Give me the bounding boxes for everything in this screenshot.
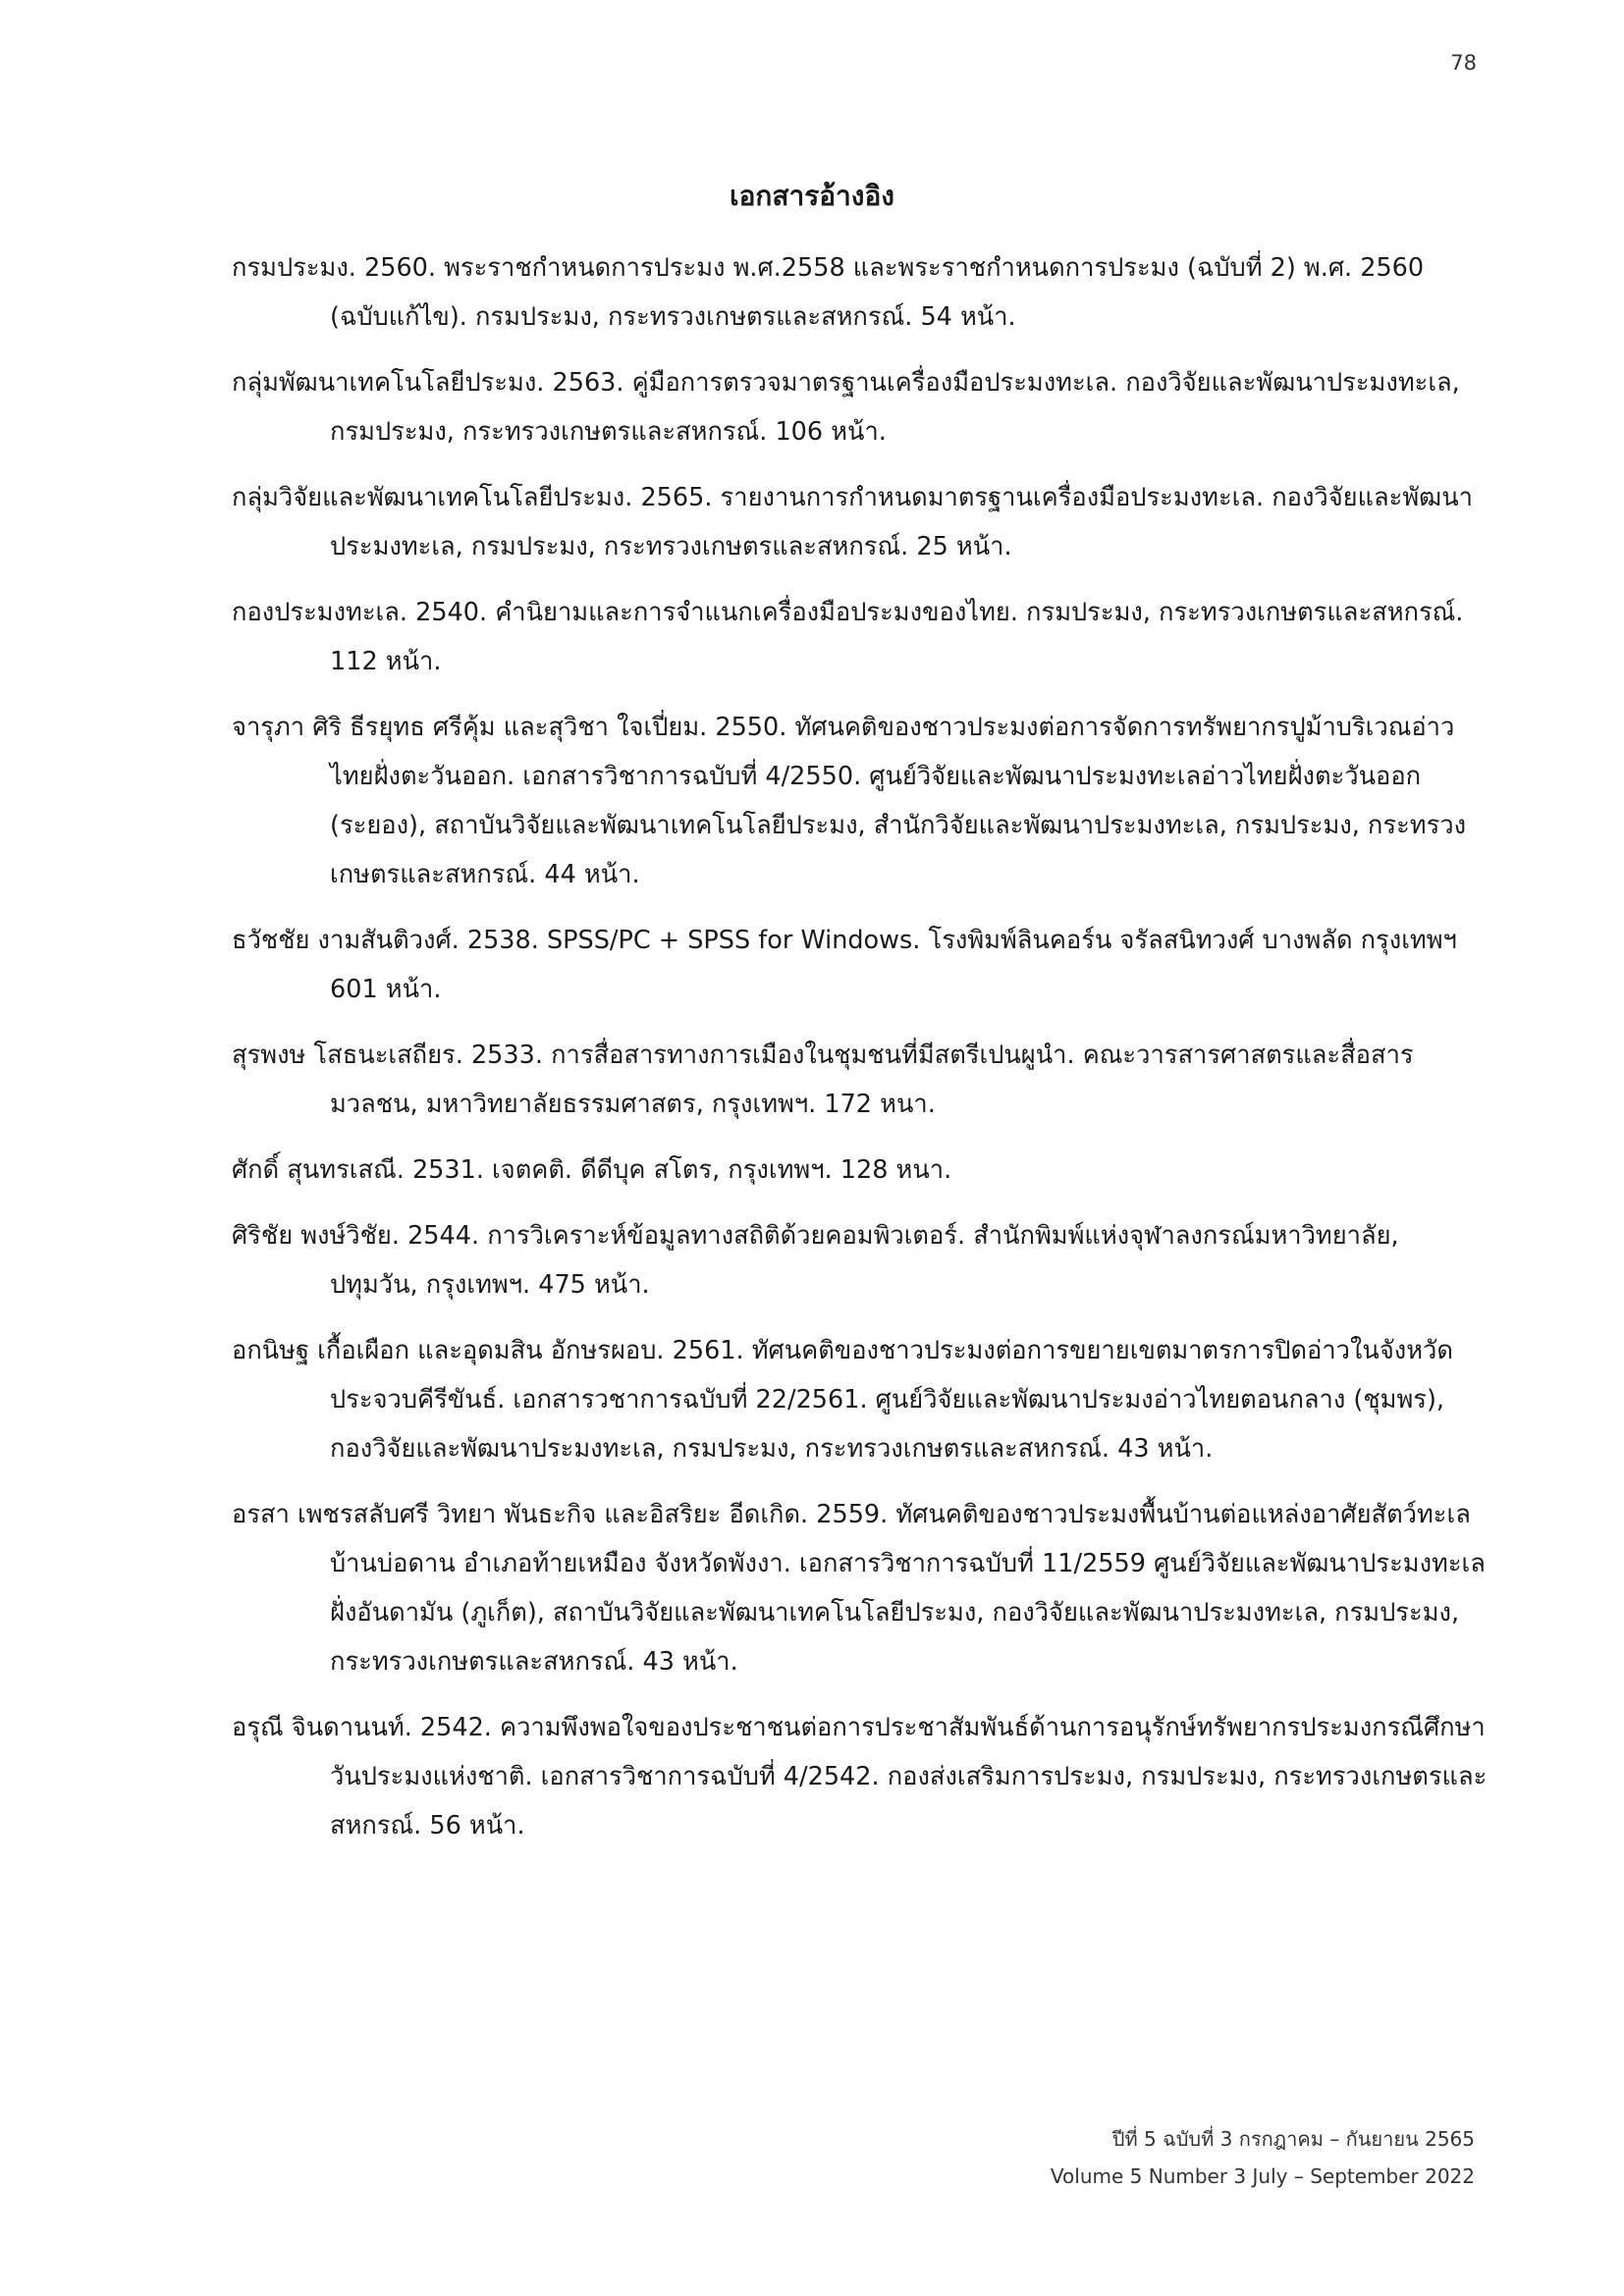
reference-list (232, 243, 1489, 1867)
reference-item: ศิริชัย พงษ์วิชัย. 2544. การวิเคราะห์ข้อมูลทางสถิติด้วยคอมพิวเตอร์. สำนักพิมพ์แห่งจุฬาลงกรณ์มหาวิทยาลัย, ปทุมวัน, กรุงเทพฯ. 475 หน้า. (232, 1221, 1399, 1300)
reference-item: จารุภา ศิริ ธีรยุทธ ศรีคุ้ม และสุวิชา ใจเปี่ยม. 2550. ทัศนคติของชาวประมงต่อการจัดการทรัพยากรปูม้าบริเวณอ่าวไทยฝั่งตะวันออก. เอกสารวิชาการฉบับที่ 4/2550. ศูนย์วิจัยและพัฒนาประมงทะเลอ่าวไทยฝั่งตะวันออก (ระยอง), สถาบันวิจัยและพัฒนาเทคโนโลยีประมง, สำนักวิจัยและพัฒนาประมงทะเล, กรมประมง, กระทรวงเกษตรและสหกรณ์. 44 หน้า. (232, 713, 1467, 889)
reference-item: กองประมงทะเล. 2540. คำนิยามและการจำแนกเครื่องมือประมงของไทย. กรมประมง, กระทรวงเกษตรและสหกรณ์. 112 หน้า. (232, 598, 1464, 676)
reference-item: ธวัชชัย งามสันติวงศ์. 2538. SPSS/PC + SPSS for Windows. โรงพิมพ์ลินคอร์น จรัลสนิทวงศ์ บางพลัด กรุงเทพฯ 601 หน้า. (232, 926, 1457, 1004)
journal-footer (1051, 2120, 1475, 2195)
section-title: เอกสารอ้างอิง (730, 180, 894, 212)
reference-item: อรสา เพชรสลับศรี วิทยา พันธะกิจ และอิสริยะ อีดเกิด. 2559. ทัศนคติของชาวประมงพื้นบ้านต่อแหล่งอาศัยสัตว์ทะเลบ้านบ่อดาน อำเภอท้ายเหมือง จังหวัดพังงา. เอกสารวิชาการฉบับที่ 11/2559 ศูนย์วิจัยและพัฒนาประมงทะเลฝั่งอันดามัน (ภูเก็ต), สถาบันวิจัยและพัฒนาเทคโนโลยีประมง, กองวิจัยและพัฒนาประมงทะเล, กรมประมง, กระทรวงเกษตรและสหกรณ์. 43 หน้า. (232, 1500, 1486, 1677)
footer-thai-issue: ปีที่ 5 ฉบับที่ 3 กรกฎาคม – กันยายน 2565 (1111, 2127, 1475, 2151)
reference-item: ศักดิ์ สุนทรเสณี. 2531. เจตคติ. ดีดีบุค สโตร, กรุงเทพฯ. 128 หนา. (232, 1155, 952, 1185)
footer-english-issue: Volume 5 Number 3 July – September 2022 (1050, 2164, 1475, 2188)
reference-item: สุรพงษ โสธนะเสถียร. 2533. การสื่อสารทางการเมืองในชุมชนที่มีสตรีเปนผูนำ. คณะวารสารศาสตรและสื่อสารมวลชน, มหาวิทยาลัยธรรมศาสตร, กรุงเทพฯ. 172 หนา. (232, 1041, 1414, 1119)
reference-item: กลุ่มพัฒนาเทคโนโลยีประมง. 2563. คู่มือการตรวจมาตรฐานเครื่องมือประมงทะเล. กองวิจัยและพัฒนาประมงทะเล, กรมประมง, กระทรวงเกษตรและสหกรณ์. 106 หน้า. (232, 368, 1460, 447)
reference-item: กลุ่มวิจัยและพัฒนาเทคโนโลยีประมง. 2565. รายงานการกำหนดมาตรฐานเครื่องมือประมงทะเล. กองวิจัยและพัฒนาประมงทะเล, กรมประมง, กระทรวงเกษตรและสหกรณ์. 25 หน้า. (232, 483, 1473, 561)
reference-item: อรุณี จินดานนท์. 2542. ความพึงพอใจของประชาชนต่อการประชาสัมพันธ์ด้านการอนุรักษ์ทรัพยากรประมงกรณีศึกษาวันประมงแห่งชาติ. เอกสารวิชาการฉบับที่ 4/2542. กองส่งเสริมการประมง, กรมประมง, กระทรวงเกษตรและสหกรณ์. 56 หน้า. (232, 1713, 1488, 1841)
reference-item: อกนิษฐ เกื้อเผือก และอุดมสิน อักษรผอบ. 2561. ทัศนคติของชาวประมงต่อการขยายเขตมาตรการปิดอ่าวในจังหวัดประจวบคีรีขันธ์. เอกสารวชาการฉบับที่ 22/2561. ศูนย์วิจัยและพัฒนาประมงอ่าวไทยตอนกลาง (ชุมพร), กองวิจัยและพัฒนาประมงทะเล, กรมประมง, กระทรวงเกษตรและสหกรณ์. 43 หน้า. (232, 1336, 1453, 1464)
reference-item: กรมประมง. 2560. พระราชกำหนดการประมง พ.ศ.2558 และพระราชกำหนดการประมง (ฉบับที่ 2) พ.ศ. 2560 (ฉบับแก้ไข). กรมประมง, กระทรวงเกษตรและสหกรณ์. 54 หน้า. (232, 253, 1425, 332)
page-number: 78 (1450, 51, 1477, 75)
